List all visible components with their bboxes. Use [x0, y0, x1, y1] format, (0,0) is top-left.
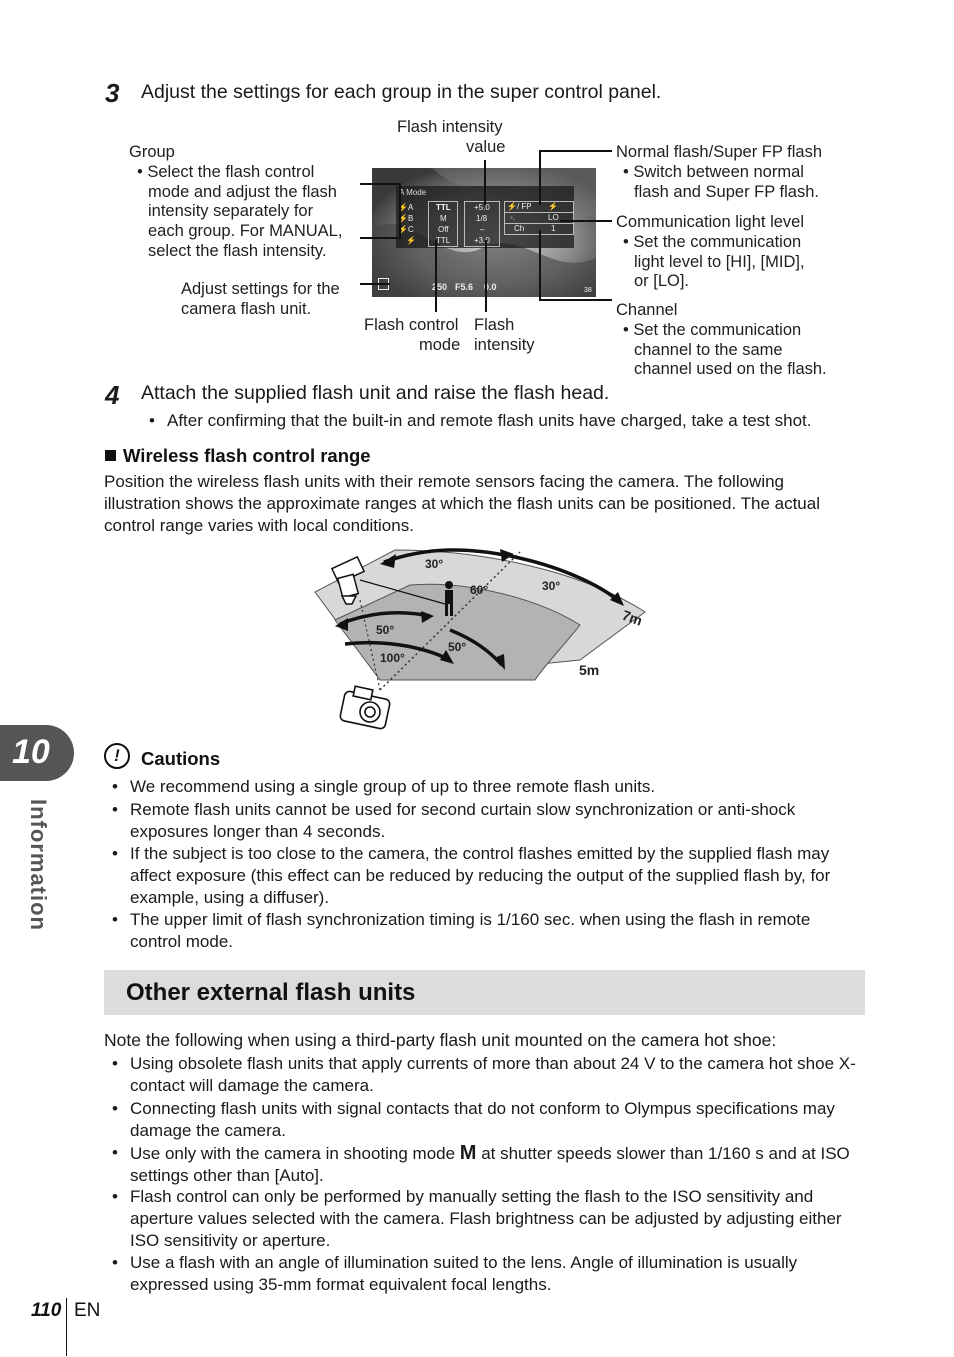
step-3-number: 3	[105, 78, 120, 108]
mode-m-icon: M	[459, 1142, 477, 1164]
caution-item-3: • If the subject is too close to the camera, the control flashes emitted by the supplied flash may affect exposure (this effect can be reduced by reducing the output of the supplied flash by, for example, using a diffuser).	[112, 844, 831, 907]
caution-item-1: • We recommend using a single group of up to three remote flash units.	[112, 777, 656, 796]
chapter-label: Information	[26, 799, 51, 931]
angle-30-top: 30°	[425, 557, 444, 571]
screen-group-b: ⚡B	[398, 214, 414, 223]
comm-desc-1: • Set the communication	[623, 233, 802, 251]
angle-100: 100°	[380, 651, 405, 665]
caution-icon: !	[104, 743, 130, 769]
camera-flash-desc-2: camera flash unit.	[181, 300, 312, 318]
screen-shutter: 250	[432, 282, 448, 292]
screen-group-c: ⚡C	[398, 225, 414, 234]
other-item-2: • Connecting flash units with signal contacts that do not conform to Olympus specifications may damage the camera.	[112, 1099, 835, 1140]
normal-flash-desc-1: • Switch between normal	[623, 163, 804, 181]
other-item-1: • Using obsolete flash units that apply currents of more than about 24 V to the camera hot shoe X-contact will damage the camera.	[112, 1054, 856, 1095]
label-normal-flash: Normal flash/Super FP flash	[616, 143, 823, 161]
other-intro: Note the following when using a third-party flash unit mounted on the camera hot shoe:	[104, 1030, 777, 1050]
language-code: EN	[74, 1300, 101, 1321]
screen-value-c: –	[480, 225, 485, 234]
wireless-paragraph: Position the wireless flash units with their remote sensors facing the camera. The following illustration shows the approximate ranges at which the flash units can be positioned. The actual control range varies with local conditions.	[104, 472, 820, 535]
channel-desc-2: channel to the same	[634, 341, 783, 359]
label-flash-intensity-value-2: value	[466, 138, 506, 156]
footer-divider	[66, 1298, 67, 1356]
channel-desc-1: • Set the communication	[623, 321, 802, 339]
group-desc-2: mode and adjust the flash	[148, 183, 337, 201]
cautions-title: Cautions	[141, 748, 221, 769]
leader-lines	[0, 0, 954, 390]
comm-desc-2: light level to [HI], [MID],	[634, 253, 805, 271]
screen-ch-value: 1	[551, 224, 556, 233]
normal-flash-desc-2: flash and Super FP flash.	[634, 183, 819, 201]
label-channel: Channel	[616, 301, 678, 319]
label-group: Group	[129, 143, 175, 161]
caution-item-2: • Remote flash units cannot be used for second curtain slow synchronization or anti-shock exposures longer than 4 seconds.	[112, 800, 796, 841]
screen-mode-b: M	[440, 214, 447, 223]
group-desc-3: intensity separately for	[148, 202, 314, 220]
label-communication-light: Communication light level	[616, 213, 805, 231]
screen-frame-count: 38	[584, 287, 592, 294]
label-flash-control-mode-2: mode	[419, 336, 461, 354]
square-bullet-icon	[105, 450, 116, 461]
screen-ch-label: Ch	[514, 224, 525, 233]
angle-50-right: 50°	[448, 640, 467, 654]
screen-aperture: F5.6	[455, 282, 474, 292]
wireless-heading: Wireless flash control range	[105, 445, 371, 467]
screen-mode-c: Off	[438, 225, 449, 234]
other-flash-heading: Other external flash units	[126, 979, 416, 1006]
group-desc-1: • Select the flash control	[137, 163, 315, 181]
label-flash-intensity-value: Flash intensity	[397, 118, 503, 136]
angle-50-left: 50°	[376, 623, 395, 637]
step-4-bullet: • After confirming that the built-in and remote flash units have charged, take a test shot.	[149, 411, 812, 430]
angle-30-right: 30°	[542, 579, 561, 593]
other-item-5: • Use a flash with an angle of illumination suited to the lens. Angle of illumination is usually expressed using 35-mm format equivalent focal lengths.	[112, 1253, 798, 1294]
screen-group-a: ⚡A	[398, 203, 414, 212]
distance-7m: 7m	[620, 606, 645, 629]
screen-ev: 0.0	[484, 282, 497, 292]
step-4-text: Attach the supplied flash unit and raise the flash head.	[141, 382, 610, 404]
step-3-text: Adjust the settings for each group in the super control panel.	[141, 81, 662, 103]
caution-item-4: • The upper limit of flash synchronization timing is 1/160 sec. when using the flash in remote control mode.	[112, 910, 811, 951]
comm-desc-3: or [LO].	[634, 272, 690, 290]
screen-fp-label: ⚡/ FP	[507, 202, 532, 211]
label-flash-control-mode: Flash control	[364, 316, 459, 334]
screen-mode-label: A Mode	[399, 188, 427, 197]
screen-mode-a: TTL	[436, 203, 451, 212]
group-desc-5: select the flash intensity.	[148, 242, 327, 260]
screen-value-b: 1/8	[476, 214, 488, 223]
group-desc-4: each group. For MANUAL,	[148, 222, 343, 240]
other-item-4: • Flash control can only be performed by manually setting the flash to the ISO sensitivity and aperture values selected with the camera. Flash brightness can be adjusted by adjusting either ISO sensitivity or aperture.	[112, 1187, 842, 1250]
range-diagram-svg	[300, 540, 670, 740]
chapter-number: 10	[12, 733, 50, 771]
screen-fp-icon: ⚡	[548, 202, 558, 211]
screen-comm-level: LO	[548, 213, 559, 222]
channel-desc-3: channel used on the flash.	[634, 360, 827, 378]
page-number: 110	[31, 1300, 62, 1321]
distance-5m: 5m	[579, 662, 600, 678]
screen-camera-flash-icon: ⚡	[406, 236, 416, 245]
label-flash-intensity: Flash	[474, 316, 515, 334]
screen-comm-icon: ◦.	[510, 213, 516, 222]
camera-flash-desc-1: Adjust settings for the	[181, 280, 340, 298]
screen-mode-camera: TTL	[436, 236, 451, 245]
step-4-number: 4	[105, 380, 120, 410]
other-item-3: • Use only with the camera in shooting mode M at shutter speeds slower than 1/160 s and at ISO settings other than [Auto].	[112, 1142, 850, 1185]
screen-value-a: +5.0	[474, 203, 490, 212]
label-flash-intensity-2: intensity	[474, 336, 535, 354]
super-control-panel-diagram	[0, 0, 954, 390]
angle-60: 60°	[470, 583, 489, 597]
camera-icon	[339, 686, 390, 729]
wireless-range-illustration	[300, 540, 670, 740]
screen-value-camera: +3.0	[474, 236, 490, 245]
